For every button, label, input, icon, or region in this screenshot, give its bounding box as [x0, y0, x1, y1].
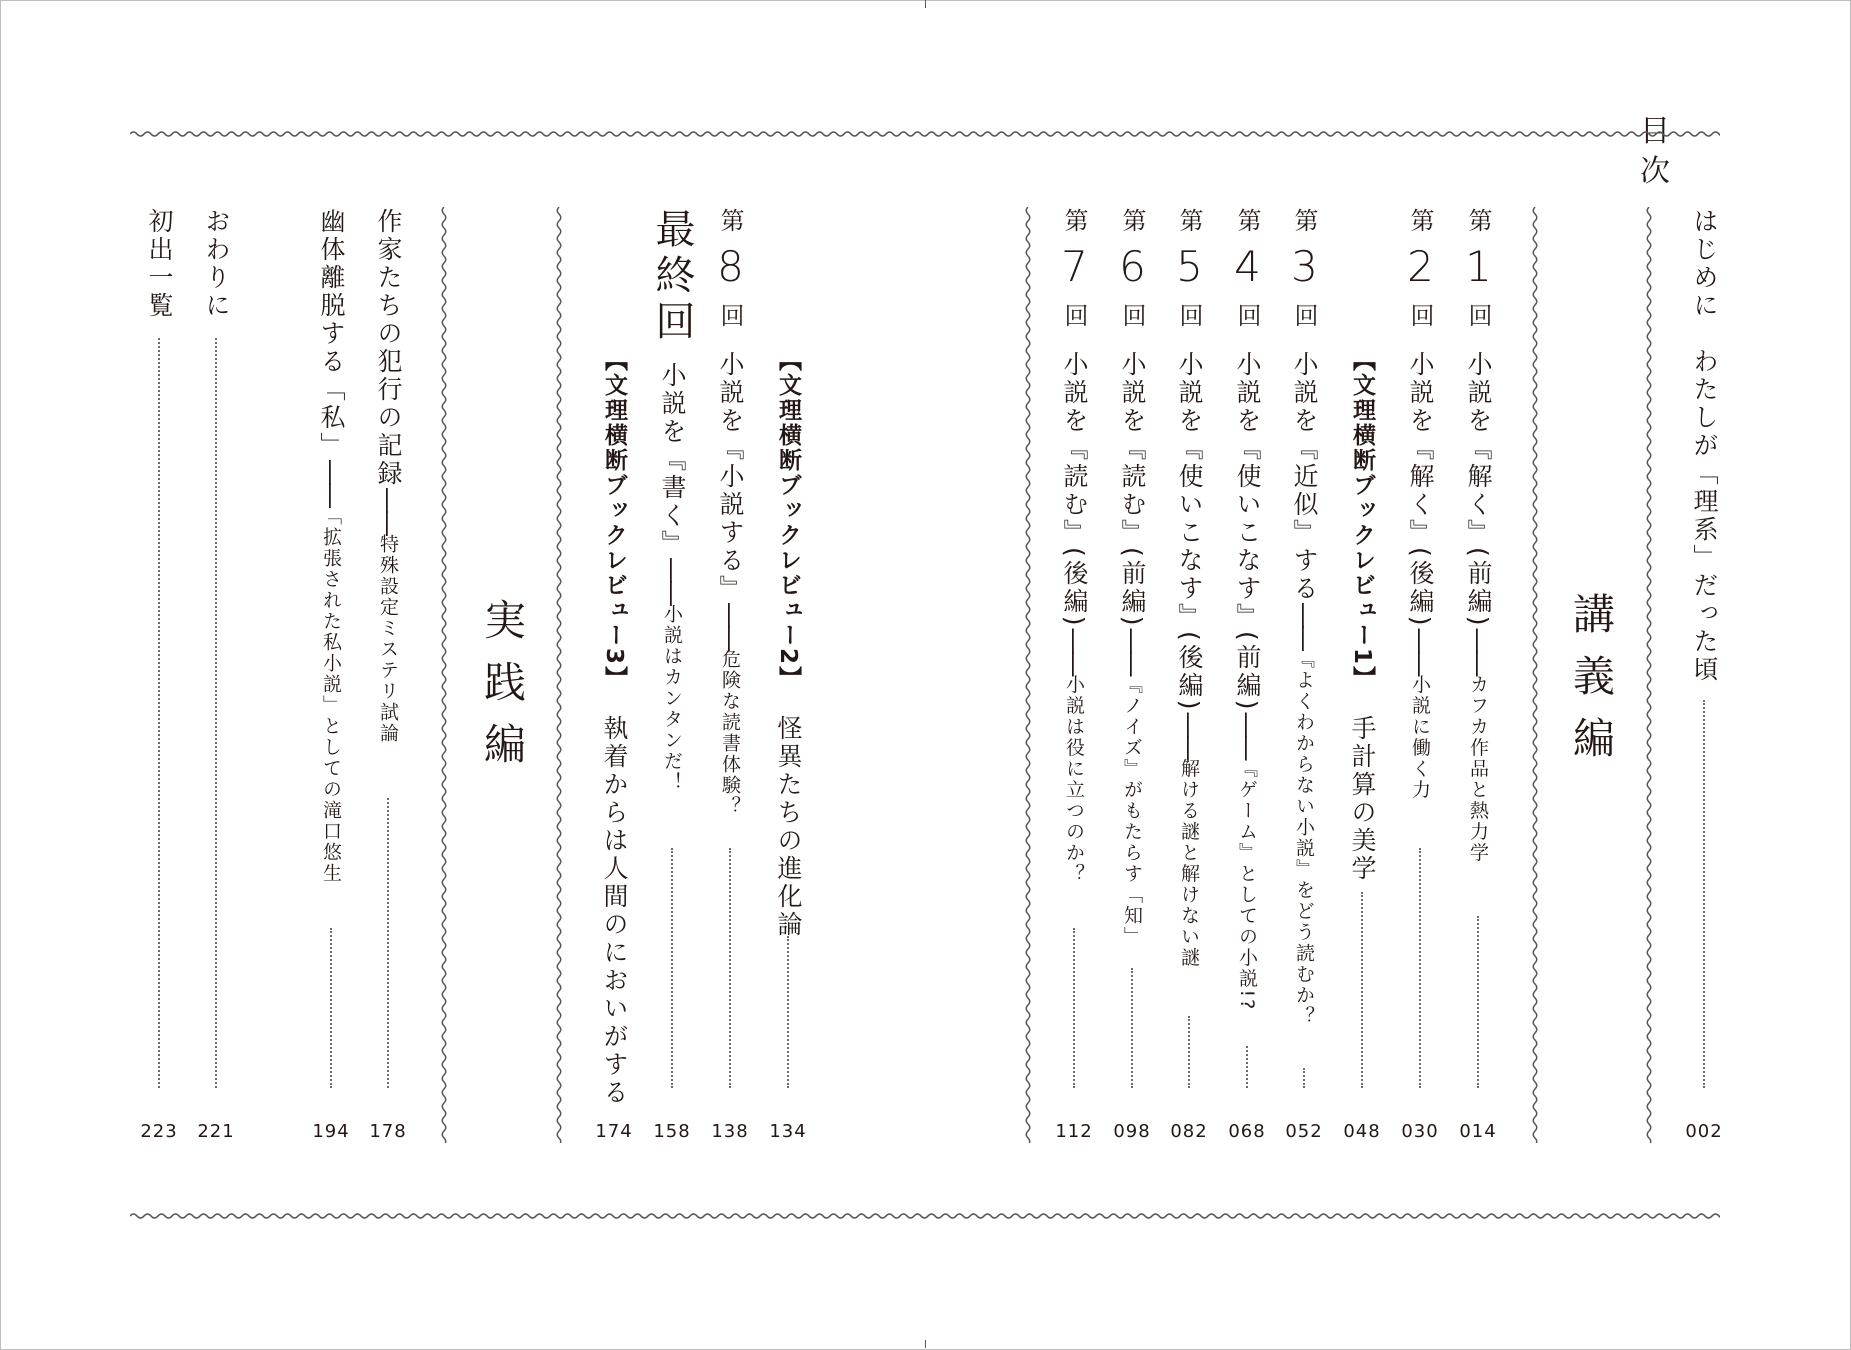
entry-title: 小説を『解く』(前編) — [1464, 351, 1493, 629]
chapter-prefix: 第 — [1118, 208, 1146, 232]
chapter-prefix: 第 — [1060, 208, 1088, 232]
toc-entry-ch4[interactable] — [1223, 208, 1272, 1093]
entry-title: 小説を『使いこなす』(後編) — [1175, 351, 1204, 713]
section-practice: 実践編 — [478, 598, 527, 784]
divider-practice-start — [554, 207, 564, 1143]
page-number: 014 — [1459, 1121, 1497, 1142]
entry-subtitle: 「拡張された私小説」としての滝口悠生 — [320, 506, 342, 884]
chapter-suffix: 回 — [1406, 303, 1434, 327]
divider-lecture-end — [1023, 207, 1033, 1143]
entry-title: 小説を『解く』(後編) — [1406, 351, 1435, 629]
entry-title: 小説を『小説する』 — [716, 351, 745, 603]
entry-subtitle: カフカ作品と熱力学 — [1467, 674, 1489, 864]
entry-subtitle: 『よくわからない小説』をどう読むか？ — [1293, 649, 1315, 1027]
toc-entry-review1[interactable] — [1340, 208, 1384, 1093]
chapter-suffix: 回 — [1290, 303, 1318, 327]
leader-dots — [1303, 1068, 1305, 1088]
page-number: 134 — [769, 1121, 807, 1142]
chapter-suffix: 回 — [716, 303, 744, 327]
divider-practice-end — [439, 207, 449, 1143]
chapter-prefix: 第 — [1233, 208, 1261, 232]
bottom-crop-mark — [925, 1340, 926, 1348]
leader-dots — [671, 848, 673, 1088]
toc-entry-afterword[interactable] — [194, 208, 238, 1093]
toc-entry-ch3[interactable] — [1280, 208, 1329, 1093]
leader-dots — [1131, 968, 1133, 1088]
toc-entry-ch8[interactable] — [706, 208, 755, 1093]
entry-subtitle: 小説に働く力 — [1409, 674, 1431, 801]
dash: ―― — [1233, 712, 1262, 759]
page-number: 221 — [197, 1121, 235, 1142]
leader-dots — [1703, 700, 1705, 1088]
section-lecture: 講義編 — [1567, 592, 1616, 778]
chapter-prefix: 第 — [1175, 208, 1203, 232]
dash: ―― — [1464, 628, 1493, 675]
chapter-number: 1 — [1454, 242, 1503, 291]
chapter-number: 2 — [1396, 242, 1445, 291]
page-number: 158 — [653, 1121, 691, 1142]
toc-entry-ch5[interactable] — [1165, 208, 1214, 1093]
chapter-number: 6 — [1108, 242, 1157, 291]
dash: ―― — [1118, 628, 1147, 675]
toc-entry-ch2[interactable] — [1396, 208, 1445, 1093]
page-number: 048 — [1343, 1121, 1381, 1142]
divider-intro — [1644, 207, 1654, 1143]
entry-subtitle: 『ゲーム』としての小説!? — [1236, 758, 1258, 1012]
entry-title: 【文理横断ブックレビュー2】 — [775, 348, 801, 692]
chapter-suffix: 回 — [1464, 303, 1492, 327]
entry-subtitle: 『ノイズ』がもたらす「知」 — [1121, 674, 1143, 948]
page-number: 082 — [1170, 1121, 1208, 1142]
entry-subtitle: 小説は役に立つのか？ — [1063, 674, 1085, 885]
leader-dots — [158, 338, 160, 1088]
entry-title: 幽体離脱する「私」 — [317, 208, 346, 460]
toc-entry-ch1[interactable] — [1454, 208, 1503, 1093]
entry-title: 小説を『書く』 — [658, 362, 687, 558]
chapter-number: 5 — [1165, 242, 1214, 291]
page-number: 138 — [711, 1121, 749, 1142]
toc-title: 目 次 — [1640, 114, 1684, 189]
entry-subtitle: 執着からは人間のにおいがする — [600, 715, 629, 1108]
chapter-number: 7 — [1050, 242, 1099, 291]
page-number: 030 — [1401, 1121, 1439, 1142]
toc-entry-ch7[interactable] — [1050, 208, 1099, 1093]
chapter-prefix: 第 — [1406, 208, 1434, 232]
entry-subtitle: 怪異たちの進化論 — [774, 715, 803, 940]
toc-entry-essay2[interactable] — [309, 208, 353, 1093]
chapter-suffix: 回 — [1175, 303, 1203, 327]
entry-title: 初出一覧 — [145, 208, 174, 320]
entry-title: 【文理横断ブックレビュー1】 — [1349, 348, 1375, 692]
entry-title: 【文理横断ブックレビュー3】 — [601, 348, 627, 692]
page-number: 194 — [312, 1121, 350, 1142]
entry-title: 小説を『近似』する — [1290, 351, 1319, 603]
page-number: 178 — [369, 1121, 407, 1142]
leader-dots — [729, 848, 731, 1088]
page-number: 174 — [595, 1121, 633, 1142]
leader-dots — [1361, 892, 1363, 1088]
toc-entry-review2[interactable] — [766, 208, 810, 1093]
chapter-suffix: 回 — [1233, 303, 1261, 327]
dash: ―― — [317, 460, 346, 506]
chapter-suffix: 回 — [1118, 303, 1146, 327]
dash: ―― — [716, 603, 745, 649]
leader-dots — [1477, 916, 1479, 1088]
page-number: 002 — [1685, 1121, 1723, 1142]
entry-title: 小説を『読む』(前編) — [1118, 351, 1147, 629]
top-wave-rule — [130, 126, 1720, 142]
toc-entry-review3[interactable] — [592, 208, 636, 1108]
page-number: 052 — [1285, 1121, 1323, 1142]
entry-subtitle: 解ける謎と解けない謎 — [1178, 758, 1200, 969]
entry-title: 小説を『読む』(後編) — [1060, 351, 1089, 629]
page-number: 112 — [1055, 1121, 1093, 1142]
dash: ―― — [1290, 603, 1319, 649]
entry-subtitle: 手計算の美学 — [1348, 715, 1377, 884]
entry-title: 作家たちの犯行の記録 — [374, 208, 403, 488]
page-number: 068 — [1228, 1121, 1266, 1142]
toc-entry-final[interactable] — [650, 208, 694, 1093]
toc-entry-sources[interactable] — [137, 208, 181, 1093]
bottom-wave-rule — [130, 1208, 1720, 1224]
top-crop-mark — [925, 0, 926, 8]
dash: ―― — [658, 558, 687, 604]
chapter-prefix: 第 — [1290, 208, 1318, 232]
leader-dots — [1073, 928, 1075, 1088]
divider-lecture — [1530, 207, 1540, 1143]
chapter-number: 3 — [1280, 242, 1329, 291]
chapter-number: 8 — [706, 242, 755, 291]
dash: ―― — [1406, 628, 1435, 675]
dash: ―― — [1175, 712, 1204, 759]
entry-title: おわりに — [202, 208, 231, 320]
leader-dots — [387, 798, 389, 1088]
leader-dots — [1188, 1016, 1190, 1088]
leader-dots — [215, 338, 217, 1088]
dash: ―― — [1060, 628, 1089, 675]
chapter-suffix: 回 — [1060, 303, 1088, 327]
leader-dots — [330, 928, 332, 1088]
dash: ―― — [374, 488, 403, 534]
entry-subtitle: 特殊設定ミステリ試論 — [377, 534, 399, 744]
page-number: 098 — [1113, 1121, 1151, 1142]
toc-entry-essay1[interactable] — [366, 208, 410, 1093]
entry-title: はじめに わたしが「理系」だった頃 — [1690, 208, 1719, 684]
toc-entry-ch6[interactable] — [1108, 208, 1157, 1093]
entry-subtitle: 小説はカンタンだ！ — [661, 604, 683, 793]
chapter-prefix: 第 — [1464, 208, 1492, 232]
entry-subtitle: 危険な読書体験？ — [719, 649, 741, 817]
chapter-marker: 最終回 — [649, 208, 695, 346]
page-number: 223 — [140, 1121, 178, 1142]
toc-entry-intro[interactable] — [1682, 208, 1726, 1093]
chapter-prefix: 第 — [716, 208, 744, 232]
leader-dots — [1419, 848, 1421, 1088]
chapter-number: 4 — [1223, 242, 1272, 291]
leader-dots — [1246, 1046, 1248, 1088]
entry-title: 小説を『使いこなす』(前編) — [1233, 351, 1262, 713]
leader-dots — [787, 936, 789, 1088]
